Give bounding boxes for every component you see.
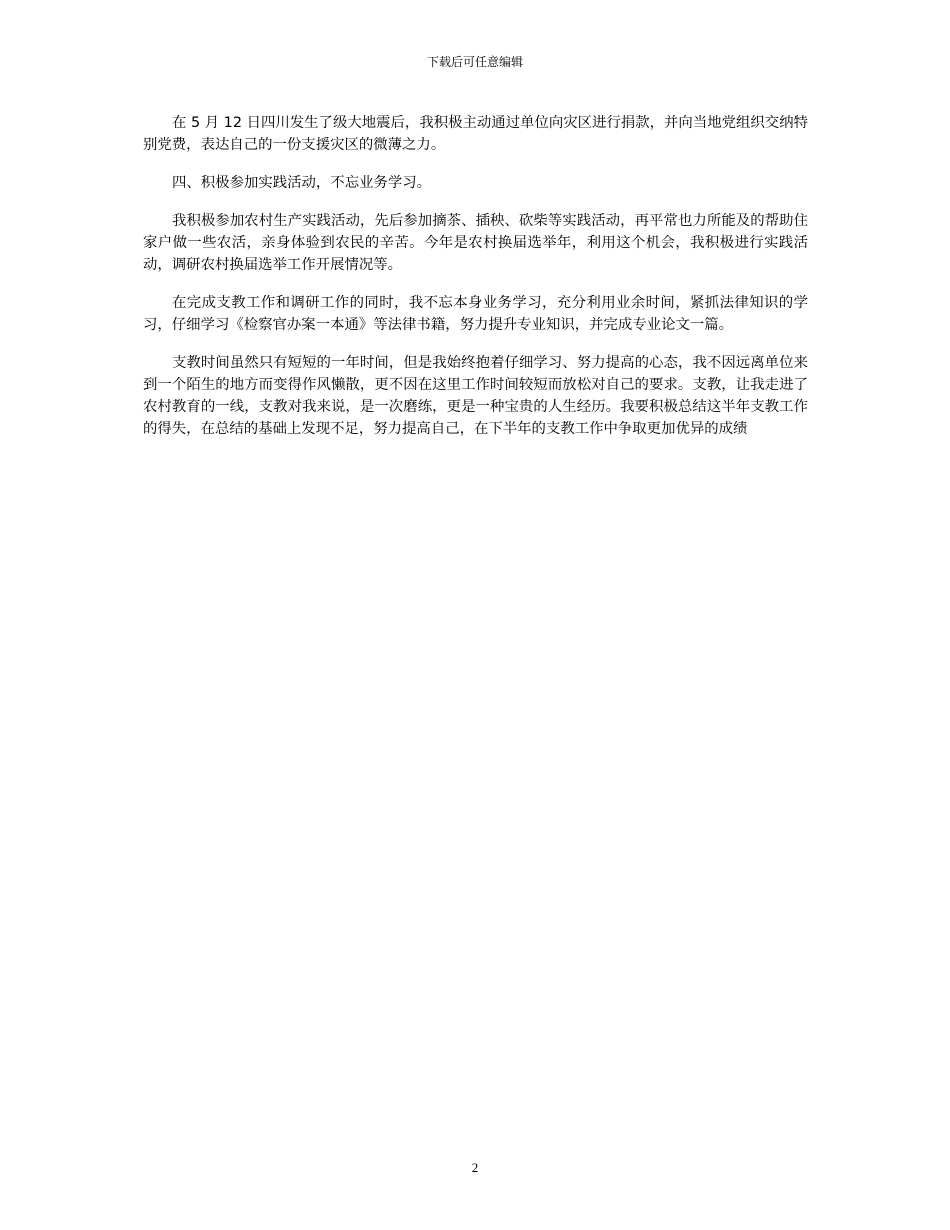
paragraph-donation: 在 5 月 12 日四川发生了级大地震后，我积极主动通过单位向灾区进行捐款，并向当地党组织交纳特别党费，表达自己的一份支援灾区的微薄之力。 [143,115,808,153]
paragraph-summary: 支教时间虽然只有短短的一年时间，但是我始终抱着仔细学习、努力提高的心态，我不因远离单位来到一个陌生的地方而变得作风懒散，更不因在这里工作时间较短而放松对自己的要求。支教，让我走进了农村教育的一线，支教对我来说，是一次磨练，更是一种宝贵的人生经历。我要积极总结这半年支教工作的得失，在总结的基础上发现不足，努力提高自己，在下半年的支教工作中争取更加优异的成绩 [143,355,808,437]
section-heading-practice: 四、积极参加实践活动，不忘业务学习。 [172,175,432,191]
paragraph-practice: 我积极参加农村生产实践活动，先后参加摘茶、插秧、砍柴等实践活动，再平常也力所能及的帮助住家户做一些农活，亲身体验到农民的辛苦。今年是农村换届选举年，利用这个机会，我积极进行实践活动，调研农村换届选举工作开展情况等。 [143,213,808,273]
page-header: 下载后可任意编辑 [426,55,523,69]
page-number: 2 [471,1160,479,1175]
document-body [143,112,808,456]
paragraph-study: 在完成支教工作和调研工作的同时，我不忘本身业务学习，充分利用业余时间，紧抓法律知识的学习，仔细学习《检察官办案一本通》等法律书籍，努力提升专业知识，并完成专业论文一篇。 [143,295,808,333]
